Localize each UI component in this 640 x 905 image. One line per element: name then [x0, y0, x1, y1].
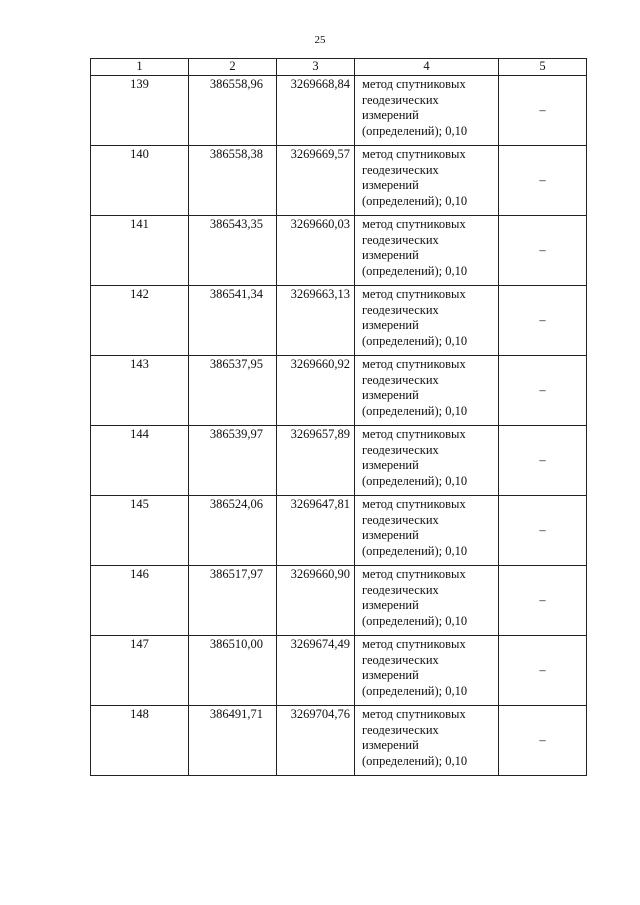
- method-line: метод спутниковых: [362, 77, 466, 91]
- page-number: 25: [314, 34, 326, 46]
- table-body: [91, 76, 587, 776]
- method-line: геодезических: [362, 582, 439, 597]
- point-number-cell: 140: [91, 146, 189, 216]
- table-row: [91, 426, 587, 496]
- method-line: метод спутниковых: [362, 147, 466, 161]
- note-dash: –: [539, 102, 546, 117]
- table-header-row: [91, 59, 587, 76]
- note-dash: –: [539, 242, 546, 257]
- note-dash: –: [539, 312, 546, 327]
- coordinates-table: [90, 58, 587, 776]
- method-line: измерений: [362, 668, 419, 682]
- method-line: метод спутниковых: [362, 497, 466, 511]
- method-line: измерений: [362, 528, 419, 542]
- y-coordinate-cell: 3269647,81: [277, 496, 355, 566]
- note-cell: [499, 426, 587, 496]
- point-number-cell: 142: [91, 286, 189, 356]
- y-coordinate-cell: 3269669,57: [277, 146, 355, 216]
- y-coordinate-cell: 3269668,84: [277, 76, 355, 146]
- y-coordinate-cell: 3269660,92: [277, 356, 355, 426]
- note-cell: [499, 286, 587, 356]
- method-line: геодезических: [362, 302, 439, 317]
- method-line: (определений); 0,10: [362, 333, 468, 348]
- table-row: [91, 356, 587, 426]
- method-line: (определений); 0,10: [362, 683, 468, 698]
- method-line: геодезических: [362, 232, 439, 247]
- table-row: [91, 566, 587, 636]
- point-number-cell: 147: [91, 636, 189, 706]
- method-line: метод спутниковых: [362, 357, 466, 371]
- x-coordinate-cell: 386541,34: [189, 286, 277, 356]
- note-cell: [499, 216, 587, 286]
- method-line: геодезических: [362, 442, 439, 457]
- method-cell: [355, 286, 499, 356]
- note-dash: –: [539, 592, 546, 607]
- x-coordinate-cell: 386537,95: [189, 356, 277, 426]
- method-cell: [355, 146, 499, 216]
- x-coordinate-cell: 386539,97: [189, 426, 277, 496]
- note-dash: –: [539, 732, 546, 747]
- point-number-cell: 145: [91, 496, 189, 566]
- method-line: измерений: [362, 178, 419, 192]
- column-header-3: 3: [277, 59, 355, 76]
- method-line: измерений: [362, 598, 419, 612]
- note-cell: [499, 636, 587, 706]
- method-line: метод спутниковых: [362, 637, 466, 651]
- method-cell: [355, 636, 499, 706]
- point-number-cell: 141: [91, 216, 189, 286]
- y-coordinate-cell: 3269657,89: [277, 426, 355, 496]
- note-dash: –: [539, 172, 546, 187]
- point-number-cell: 148: [91, 706, 189, 776]
- column-header-2: 2: [189, 59, 277, 76]
- table-row: [91, 216, 587, 286]
- method-line: измерений: [362, 318, 419, 332]
- table-row: [91, 286, 587, 356]
- method-cell: [355, 356, 499, 426]
- y-coordinate-cell: 3269663,13: [277, 286, 355, 356]
- method-line: (определений); 0,10: [362, 123, 468, 138]
- column-header-4: 4: [355, 59, 499, 76]
- point-number-cell: 139: [91, 76, 189, 146]
- method-line: (определений); 0,10: [362, 753, 468, 768]
- method-line: измерений: [362, 248, 419, 262]
- note-dash: –: [539, 662, 546, 677]
- note-cell: [499, 356, 587, 426]
- y-coordinate-cell: 3269660,03: [277, 216, 355, 286]
- method-line: метод спутниковых: [362, 567, 466, 581]
- method-line: геодезических: [362, 652, 439, 667]
- method-line: метод спутниковых: [362, 217, 466, 231]
- method-cell: [355, 216, 499, 286]
- note-cell: [499, 706, 587, 776]
- table-row: [91, 76, 587, 146]
- table-row: [91, 706, 587, 776]
- method-line: метод спутниковых: [362, 427, 466, 441]
- method-line: геодезических: [362, 162, 439, 177]
- method-line: измерений: [362, 388, 419, 402]
- method-line: (определений); 0,10: [362, 263, 468, 278]
- method-line: измерений: [362, 458, 419, 472]
- note-dash: –: [539, 382, 546, 397]
- x-coordinate-cell: 386558,38: [189, 146, 277, 216]
- method-line: измерений: [362, 108, 419, 122]
- note-cell: [499, 496, 587, 566]
- table-row: [91, 146, 587, 216]
- y-coordinate-cell: 3269674,49: [277, 636, 355, 706]
- x-coordinate-cell: 386558,96: [189, 76, 277, 146]
- y-coordinate-cell: 3269704,76: [277, 706, 355, 776]
- column-header-5: 5: [499, 59, 587, 76]
- point-number-cell: 144: [91, 426, 189, 496]
- method-line: измерений: [362, 738, 419, 752]
- method-line: метод спутниковых: [362, 707, 466, 721]
- method-line: (определений); 0,10: [362, 403, 468, 418]
- method-line: геодезических: [362, 92, 439, 107]
- x-coordinate-cell: 386543,35: [189, 216, 277, 286]
- note-cell: [499, 566, 587, 636]
- y-coordinate-cell: 3269660,90: [277, 566, 355, 636]
- method-line: (определений); 0,10: [362, 473, 468, 488]
- point-number-cell: 146: [91, 566, 189, 636]
- note-cell: [499, 146, 587, 216]
- method-cell: [355, 496, 499, 566]
- method-line: (определений); 0,10: [362, 543, 468, 558]
- method-cell: [355, 76, 499, 146]
- method-cell: [355, 566, 499, 636]
- method-cell: [355, 706, 499, 776]
- method-line: геодезических: [362, 722, 439, 737]
- x-coordinate-cell: 386517,97: [189, 566, 277, 636]
- column-header-1: 1: [91, 59, 189, 76]
- method-line: (определений); 0,10: [362, 193, 468, 208]
- method-line: геодезических: [362, 512, 439, 527]
- method-cell: [355, 426, 499, 496]
- note-dash: –: [539, 522, 546, 537]
- x-coordinate-cell: 386510,00: [189, 636, 277, 706]
- table-row: [91, 496, 587, 566]
- table-row: [91, 636, 587, 706]
- method-line: геодезических: [362, 372, 439, 387]
- note-dash: –: [539, 452, 546, 467]
- point-number-cell: 143: [91, 356, 189, 426]
- method-line: (определений); 0,10: [362, 613, 468, 628]
- x-coordinate-cell: 386524,06: [189, 496, 277, 566]
- x-coordinate-cell: 386491,71: [189, 706, 277, 776]
- note-cell: [499, 76, 587, 146]
- method-line: метод спутниковых: [362, 287, 466, 301]
